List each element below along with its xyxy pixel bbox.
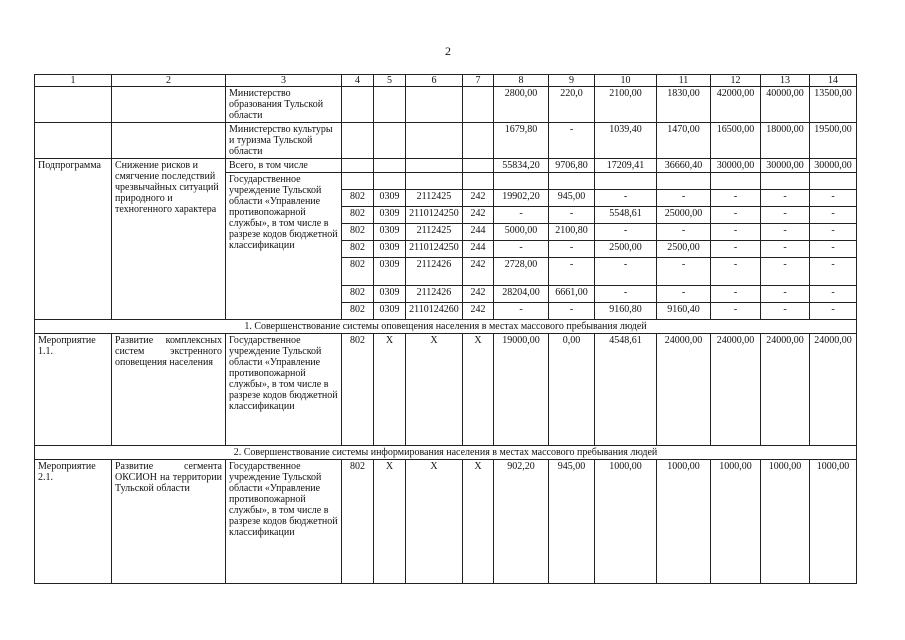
code-cell: Х — [374, 460, 406, 584]
code-cell: 244 — [463, 224, 494, 241]
value-cell: 40000,00 — [761, 87, 810, 123]
value-cell: 1000,00 — [810, 460, 857, 584]
value-cell: 24000,00 — [657, 334, 711, 446]
value-cell: 2100,00 — [595, 87, 657, 123]
header-cell: 5 — [374, 75, 406, 87]
value-cell: 2100,80 — [549, 224, 595, 241]
measure-title: Развитие сегмента ОКСИОН на территории Тульской области — [112, 460, 226, 584]
value-cell: 9160,80 — [595, 303, 657, 320]
value-cell: - — [761, 258, 810, 286]
code-cell: 802 — [342, 207, 374, 224]
value-cell: - — [494, 303, 549, 320]
value-cell: 902,20 — [494, 460, 549, 584]
total-cell: 17209,41 — [595, 159, 657, 173]
value-cell: - — [549, 207, 595, 224]
value-cell: 4548,61 — [595, 334, 657, 446]
value-cell: - — [761, 224, 810, 241]
ministry-name: Министерство культуры и туризма Тульской области — [226, 123, 342, 159]
value-cell: - — [810, 224, 857, 241]
value-cell: - — [549, 303, 595, 320]
header-cell: 10 — [595, 75, 657, 87]
value-cell: 0,00 — [549, 334, 595, 446]
total-cell: 9706,80 — [549, 159, 595, 173]
measure-title: Развитие комплексных систем экстренного оповещения населения — [112, 334, 226, 446]
value-cell: - — [761, 303, 810, 320]
value-cell: 19500,00 — [810, 123, 857, 159]
value-cell: - — [711, 190, 761, 207]
header-cell: 11 — [657, 75, 711, 87]
value-cell: - — [595, 224, 657, 241]
code-cell: 802 — [342, 258, 374, 286]
header-cell: 7 — [463, 75, 494, 87]
value-cell: - — [761, 241, 810, 258]
code-cell: Х — [374, 334, 406, 446]
value-cell: - — [595, 190, 657, 207]
code-cell: 242 — [463, 286, 494, 303]
value-cell: 1000,00 — [711, 460, 761, 584]
value-cell: - — [711, 241, 761, 258]
value-cell: 16500,00 — [711, 123, 761, 159]
code-cell: 2112426 — [406, 258, 463, 286]
value-cell: - — [494, 241, 549, 258]
ministry-row — [35, 87, 857, 123]
value-cell: 24000,00 — [810, 334, 857, 446]
value-cell: - — [711, 207, 761, 224]
value-cell: - — [711, 286, 761, 303]
value-cell: - — [595, 258, 657, 286]
value-cell: - — [810, 207, 857, 224]
code-cell: 802 — [342, 190, 374, 207]
value-cell: 2500,00 — [595, 241, 657, 258]
section-title: 2. Совершенствование системы информирования населения в местах массового пребывания людей — [35, 446, 857, 460]
value-cell: - — [711, 224, 761, 241]
measure-executor: Государственное учреждение Тульской области «Управление противопожарной службы», в том числе в разрезе кодов бюджетной классификации — [226, 460, 342, 584]
code-cell: 2112426 — [406, 286, 463, 303]
total-cell: 30000,00 — [810, 159, 857, 173]
value-cell: 9160,40 — [657, 303, 711, 320]
value-cell: 2728,00 — [494, 258, 549, 286]
value-cell: 1000,00 — [595, 460, 657, 584]
value-cell: - — [761, 190, 810, 207]
code-cell: 242 — [463, 258, 494, 286]
code-cell: 0309 — [374, 224, 406, 241]
measure-executor: Государственное учреждение Тульской области «Управление противопожарной службы», в том числе в разрезе кодов бюджетной классификации — [226, 334, 342, 446]
header-cell: 9 — [549, 75, 595, 87]
header-cell: 6 — [406, 75, 463, 87]
value-cell: 1000,00 — [657, 460, 711, 584]
measure-row — [35, 334, 857, 446]
page-number: 2 — [445, 44, 451, 58]
code-cell: 802 — [342, 303, 374, 320]
value-cell: - — [810, 241, 857, 258]
value-cell: 1000,00 — [761, 460, 810, 584]
total-cell: 55834,20 — [494, 159, 549, 173]
code-cell: 2112425 — [406, 190, 463, 207]
header-row — [35, 75, 857, 87]
value-cell: 5000,00 — [494, 224, 549, 241]
value-cell: 945,00 — [549, 460, 595, 584]
value-cell: 28204,00 — [494, 286, 549, 303]
header-cell: 2 — [112, 75, 226, 87]
value-cell: 1039,40 — [595, 123, 657, 159]
value-cell: 18000,00 — [761, 123, 810, 159]
code-cell: 0309 — [374, 303, 406, 320]
code-cell: 242 — [463, 303, 494, 320]
code-cell: 802 — [342, 286, 374, 303]
value-cell: 2800,00 — [494, 87, 549, 123]
value-cell: 1470,00 — [657, 123, 711, 159]
header-cell: 3 — [226, 75, 342, 87]
code-cell: 802 — [342, 224, 374, 241]
subprogram-label: Подпрограмма — [35, 159, 112, 320]
total-cell: 30000,00 — [711, 159, 761, 173]
value-cell: 24000,00 — [761, 334, 810, 446]
value-cell: - — [549, 123, 595, 159]
value-cell: 13500,00 — [810, 87, 857, 123]
code-cell: Х — [463, 334, 494, 446]
value-cell: - — [657, 258, 711, 286]
header-cell: 12 — [711, 75, 761, 87]
subprogram-executor: Государственное учреждение Тульской области «Управление противопожарной службы», в том числе в разрезе кодов бюджетной классификации — [226, 173, 342, 320]
value-cell: - — [761, 207, 810, 224]
measure-label: Мероприятие 1.1. — [35, 334, 112, 446]
section-title: 1. Совершенствование системы оповещения населения в местах массового пребывания людей — [35, 320, 857, 334]
code-cell: 0309 — [374, 190, 406, 207]
code-cell: 0309 — [374, 241, 406, 258]
value-cell: 19000,00 — [494, 334, 549, 446]
value-cell: - — [595, 286, 657, 303]
code-cell: 802 — [342, 460, 374, 584]
value-cell: - — [657, 224, 711, 241]
code-cell: Х — [463, 460, 494, 584]
value-cell: - — [711, 258, 761, 286]
value-cell: - — [810, 286, 857, 303]
code-cell: 242 — [463, 207, 494, 224]
ministry-row — [35, 123, 857, 159]
header-cell: 13 — [761, 75, 810, 87]
budget-table — [34, 74, 857, 584]
value-cell: - — [810, 190, 857, 207]
code-cell: 802 — [342, 241, 374, 258]
value-cell: 945,00 — [549, 190, 595, 207]
code-cell: 0309 — [374, 207, 406, 224]
value-cell: 24000,00 — [711, 334, 761, 446]
code-cell: 244 — [463, 241, 494, 258]
section-row — [35, 320, 857, 334]
value-cell: 42000,00 — [711, 87, 761, 123]
code-cell: 802 — [342, 334, 374, 446]
code-cell: 2110124250 — [406, 207, 463, 224]
value-cell: 2500,00 — [657, 241, 711, 258]
code-cell: Х — [406, 334, 463, 446]
subprogram-title: Снижение рисков и смягчение последствий чрезвычайных ситуаций природного и техногенного характера — [112, 159, 226, 320]
header-cell: 1 — [35, 75, 112, 87]
value-cell: - — [810, 258, 857, 286]
value-cell: - — [657, 190, 711, 207]
value-cell: - — [657, 286, 711, 303]
value-cell: - — [549, 258, 595, 286]
section-row — [35, 446, 857, 460]
header-cell: 4 — [342, 75, 374, 87]
code-cell: 0309 — [374, 258, 406, 286]
code-cell: 2112425 — [406, 224, 463, 241]
total-cell: 30000,00 — [761, 159, 810, 173]
subprogram-total-row — [35, 159, 857, 173]
total-label: Всего, в том числе — [226, 159, 342, 173]
code-cell: 2110124250 — [406, 241, 463, 258]
code-cell: 242 — [463, 190, 494, 207]
value-cell: 220,0 — [549, 87, 595, 123]
value-cell: 19902,20 — [494, 190, 549, 207]
code-cell: 0309 — [374, 286, 406, 303]
value-cell: - — [761, 286, 810, 303]
value-cell: - — [810, 303, 857, 320]
value-cell: - — [494, 207, 549, 224]
value-cell: 6661,00 — [549, 286, 595, 303]
measure-row — [35, 460, 857, 584]
ministry-name: Министерство образования Тульской области — [226, 87, 342, 123]
measure-label: Мероприятие 2.1. — [35, 460, 112, 584]
value-cell: - — [549, 241, 595, 258]
code-cell: 2110124260 — [406, 303, 463, 320]
value-cell: - — [711, 303, 761, 320]
header-cell: 8 — [494, 75, 549, 87]
value-cell: 5548,61 — [595, 207, 657, 224]
value-cell: 1830,00 — [657, 87, 711, 123]
header-cell: 14 — [810, 75, 857, 87]
value-cell: 1679,80 — [494, 123, 549, 159]
total-cell: 36660,40 — [657, 159, 711, 173]
code-cell: Х — [406, 460, 463, 584]
value-cell: 25000,00 — [657, 207, 711, 224]
